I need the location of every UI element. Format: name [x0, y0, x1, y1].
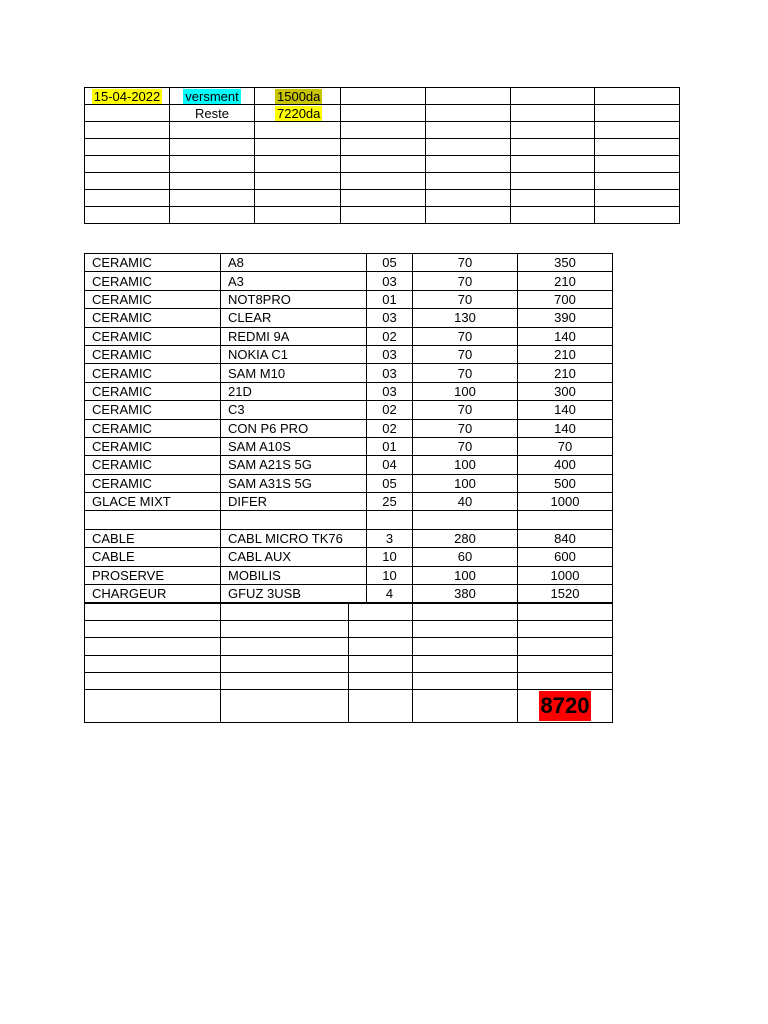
- item-row: [85, 474, 613, 492]
- item-model: DIFER: [221, 493, 367, 511]
- item-quantity: 04: [367, 456, 413, 474]
- item-category: CERAMIC: [85, 345, 221, 363]
- item-line-total: 140: [518, 419, 613, 437]
- item-row: [85, 511, 613, 529]
- totals-empty-row: [85, 655, 613, 672]
- item-line-total: 390: [518, 309, 613, 327]
- item-category: CERAMIC: [85, 309, 221, 327]
- item-model: C3: [221, 401, 367, 419]
- grand-total-cell: [518, 689, 613, 722]
- item-model: CABL MICRO TK76: [221, 529, 367, 547]
- item-quantity: 4: [367, 585, 413, 603]
- item-category: GLACE MIXT: [85, 493, 221, 511]
- item-row: [85, 493, 613, 511]
- item-quantity: 3: [367, 529, 413, 547]
- item-model: MOBILIS: [221, 566, 367, 584]
- totals-table: [84, 603, 613, 723]
- item-row: [85, 272, 613, 290]
- item-model: A8: [221, 254, 367, 272]
- item-row: [85, 437, 613, 455]
- item-unit-price: 380: [413, 585, 518, 603]
- item-quantity: 10: [367, 548, 413, 566]
- summary-empty-row: [85, 139, 680, 156]
- grand-total: 8720: [539, 691, 592, 721]
- item-model: [221, 511, 367, 529]
- item-line-total: 500: [518, 474, 613, 492]
- item-category: CERAMIC: [85, 474, 221, 492]
- item-unit-price: 70: [413, 437, 518, 455]
- item-unit-price: 100: [413, 566, 518, 584]
- item-unit-price: 70: [413, 401, 518, 419]
- versment-value: 1500da: [277, 88, 321, 104]
- item-quantity: 03: [367, 382, 413, 400]
- item-line-total: 300: [518, 382, 613, 400]
- grand-total-row: [85, 689, 613, 722]
- item-line-total: 140: [518, 401, 613, 419]
- item-quantity: [367, 511, 413, 529]
- items-table: [84, 253, 613, 603]
- item-row: [85, 254, 613, 272]
- versment-value-cell: [255, 88, 341, 105]
- item-quantity: 01: [367, 437, 413, 455]
- payment-summary-table: [84, 87, 680, 224]
- item-unit-price: 70: [413, 419, 518, 437]
- item-model: SAM M10: [221, 364, 367, 382]
- item-category: CERAMIC: [85, 382, 221, 400]
- item-line-total: 400: [518, 456, 613, 474]
- item-line-total: 1000: [518, 493, 613, 511]
- item-line-total: 600: [518, 548, 613, 566]
- item-quantity: 03: [367, 309, 413, 327]
- item-row: [85, 566, 613, 584]
- item-line-total: 210: [518, 272, 613, 290]
- item-unit-price: 70: [413, 254, 518, 272]
- item-model: GFUZ 3USB: [221, 585, 367, 603]
- item-line-total: 210: [518, 364, 613, 382]
- item-model: A3: [221, 272, 367, 290]
- item-model: CABL AUX: [221, 548, 367, 566]
- item-category: PROSERVE: [85, 566, 221, 584]
- item-line-total: 840: [518, 529, 613, 547]
- items-body: [85, 254, 613, 603]
- date-cell: [85, 88, 170, 105]
- item-category: CABLE: [85, 548, 221, 566]
- item-unit-price: 100: [413, 382, 518, 400]
- summary-row-versment: [85, 88, 680, 105]
- summary-empty-row: [85, 156, 680, 173]
- summary-empty-row: [85, 122, 680, 139]
- item-category: CERAMIC: [85, 254, 221, 272]
- totals-empty-row: [85, 604, 613, 621]
- item-quantity: 03: [367, 272, 413, 290]
- item-line-total: 70: [518, 437, 613, 455]
- totals-empty-row: [85, 638, 613, 655]
- item-quantity: 05: [367, 254, 413, 272]
- item-category: CABLE: [85, 529, 221, 547]
- item-row: [85, 309, 613, 327]
- item-unit-price: 100: [413, 456, 518, 474]
- item-row: [85, 456, 613, 474]
- item-line-total: 140: [518, 327, 613, 345]
- item-model: SAM A10S: [221, 437, 367, 455]
- reste-value: 7220da: [277, 105, 321, 121]
- item-row: [85, 290, 613, 308]
- item-unit-price: 130: [413, 309, 518, 327]
- item-row: [85, 364, 613, 382]
- item-row: [85, 529, 613, 547]
- item-row: [85, 345, 613, 363]
- item-quantity: 02: [367, 401, 413, 419]
- item-model: SAM A21S 5G: [221, 456, 367, 474]
- item-category: CERAMIC: [85, 401, 221, 419]
- date-value: 15-04-2022: [93, 88, 161, 104]
- item-unit-price: 70: [413, 290, 518, 308]
- item-category: [85, 511, 221, 529]
- item-category: CERAMIC: [85, 364, 221, 382]
- item-quantity: 05: [367, 474, 413, 492]
- reste-label: Reste: [195, 105, 229, 121]
- item-row: [85, 419, 613, 437]
- item-line-total: 1520: [518, 585, 613, 603]
- item-line-total: 1000: [518, 566, 613, 584]
- summary-row-reste: [85, 105, 680, 122]
- item-model: CLEAR: [221, 309, 367, 327]
- summary-empty-row: [85, 207, 680, 224]
- item-unit-price: 70: [413, 327, 518, 345]
- item-unit-price: 70: [413, 345, 518, 363]
- item-quantity: 01: [367, 290, 413, 308]
- item-unit-price: 60: [413, 548, 518, 566]
- item-unit-price: [413, 511, 518, 529]
- item-category: CERAMIC: [85, 437, 221, 455]
- item-line-total: 700: [518, 290, 613, 308]
- item-category: CERAMIC: [85, 290, 221, 308]
- item-category: CERAMIC: [85, 456, 221, 474]
- item-row: [85, 548, 613, 566]
- item-row: [85, 327, 613, 345]
- totals-empty-row: [85, 672, 613, 689]
- item-row: [85, 401, 613, 419]
- item-unit-price: 100: [413, 474, 518, 492]
- item-quantity: 02: [367, 419, 413, 437]
- item-quantity: 03: [367, 364, 413, 382]
- item-model: NOT8PRO: [221, 290, 367, 308]
- item-row: [85, 585, 613, 603]
- summary-empty-row: [85, 173, 680, 190]
- item-model: 21D: [221, 382, 367, 400]
- item-model: REDMI 9A: [221, 327, 367, 345]
- item-quantity: 10: [367, 566, 413, 584]
- item-line-total: [518, 511, 613, 529]
- item-category: CERAMIC: [85, 272, 221, 290]
- item-row: [85, 382, 613, 400]
- item-quantity: 03: [367, 345, 413, 363]
- item-quantity: 02: [367, 327, 413, 345]
- item-model: CON P6 PRO: [221, 419, 367, 437]
- item-quantity: 25: [367, 493, 413, 511]
- item-category: CHARGEUR: [85, 585, 221, 603]
- item-line-total: 210: [518, 345, 613, 363]
- versment-label-cell: [170, 88, 255, 105]
- totals-empty-row: [85, 621, 613, 638]
- reste-value-cell: [255, 105, 341, 122]
- item-category: CERAMIC: [85, 419, 221, 437]
- item-line-total: 350: [518, 254, 613, 272]
- item-unit-price: 280: [413, 529, 518, 547]
- versment-label: versment: [185, 88, 239, 104]
- item-unit-price: 70: [413, 272, 518, 290]
- reste-label-cell: [170, 105, 255, 122]
- item-unit-price: 40: [413, 493, 518, 511]
- item-model: SAM A31S 5G: [221, 474, 367, 492]
- item-category: CERAMIC: [85, 327, 221, 345]
- item-model: NOKIA C1: [221, 345, 367, 363]
- item-unit-price: 70: [413, 364, 518, 382]
- summary-empty-row: [85, 190, 680, 207]
